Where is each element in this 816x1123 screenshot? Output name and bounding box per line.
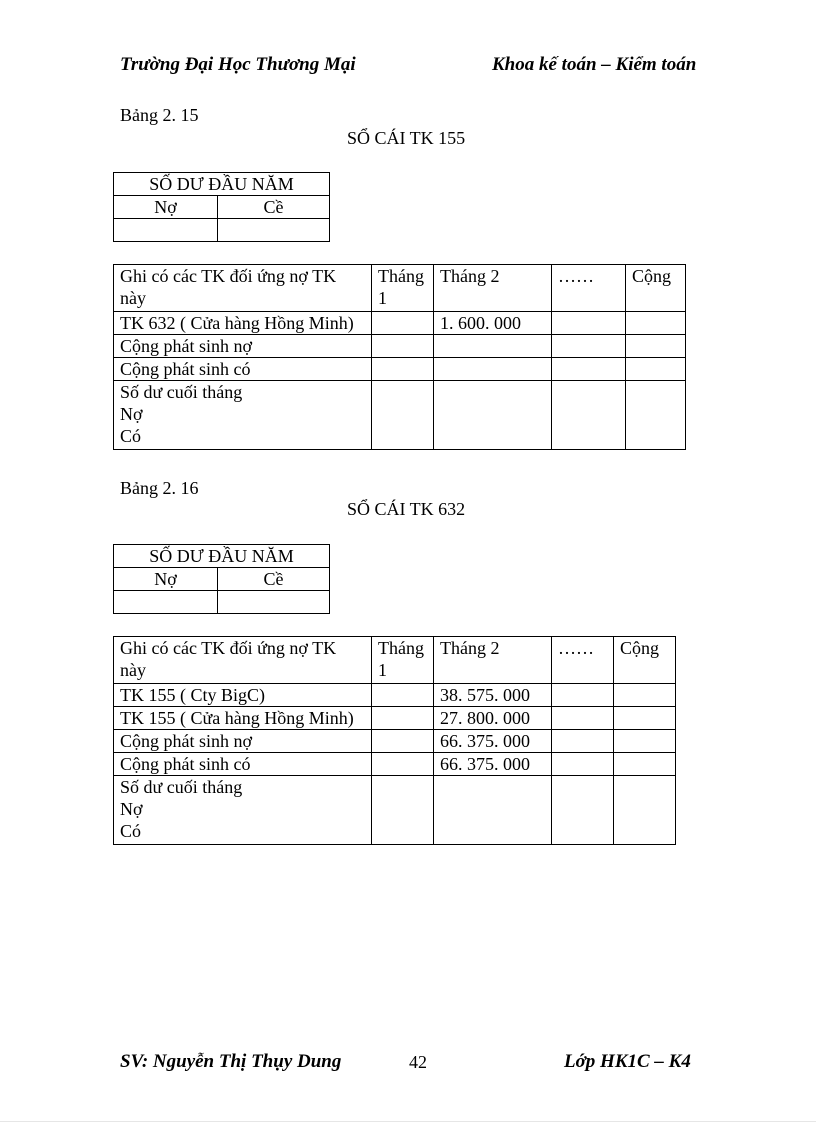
column-header: ……: [552, 265, 626, 312]
debit-value: [114, 591, 218, 614]
total-cell: [626, 358, 686, 381]
month2-cell: [434, 381, 552, 450]
page-number: 42: [409, 1052, 427, 1072]
opening-balance-title: SỐ DƯ ĐẦU NĂM: [114, 173, 330, 196]
other-months-cell: [552, 358, 626, 381]
month1-cell: [372, 730, 434, 753]
account-cell: Cộng phát sinh có: [114, 753, 372, 776]
account-cell: Cộng phát sinh có: [114, 358, 372, 381]
total-cell: [614, 684, 676, 707]
total-cell: [614, 753, 676, 776]
other-months-cell: [552, 730, 614, 753]
ledger-title: SỔ CÁI TK 632: [347, 499, 466, 519]
table-row: [114, 335, 686, 358]
month1-cell: [372, 312, 434, 335]
table-row: [114, 312, 686, 335]
table-row: [114, 753, 676, 776]
page-bottom-edge: [0, 1121, 816, 1122]
closing-balance-cell: [114, 381, 372, 450]
total-cell: [614, 776, 676, 845]
month2-cell: 66. 375. 000: [434, 730, 552, 753]
account-cell: Cộng phát sinh nợ: [114, 730, 372, 753]
month1-cell: [372, 358, 434, 381]
total-cell: [626, 312, 686, 335]
month1-cell: [372, 381, 434, 450]
ledger-table: [113, 636, 676, 845]
table-row: [114, 358, 686, 381]
column-header: Tháng 2: [434, 265, 552, 312]
month2-cell: [434, 776, 552, 845]
account-cell: Cộng phát sinh nợ: [114, 335, 372, 358]
column-header: Ghi có các TK đối ứng nợ TK này: [114, 265, 372, 312]
other-months-cell: [552, 707, 614, 730]
opening-balance-table: [113, 544, 330, 614]
column-header: Cộng: [626, 265, 686, 312]
opening-balance-title: SỐ DƯ ĐẦU NĂM: [114, 545, 330, 568]
month2-cell: 66. 375. 000: [434, 753, 552, 776]
credit-header: Cề: [218, 196, 330, 219]
month1-cell: [372, 684, 434, 707]
footer-student: SV: Nguyễn Thị Thụy Dung: [120, 1051, 342, 1072]
closing-balance-row: [114, 381, 686, 450]
closing-debit-label: Nợ: [120, 404, 143, 424]
opening-balance-table: [113, 172, 330, 242]
account-cell: TK 155 ( Cty BigC): [114, 684, 372, 707]
month1-cell: [372, 753, 434, 776]
other-months-cell: [552, 335, 626, 358]
account-cell: TK 632 ( Cửa hàng Hồng Minh): [114, 312, 372, 335]
month1-cell: [372, 776, 434, 845]
column-header: Tháng 1: [372, 265, 434, 312]
header-school: Trường Đại Học Thương Mại: [120, 54, 356, 75]
month2-cell: [434, 358, 552, 381]
credit-header: Cề: [218, 568, 330, 591]
month2-cell: 1. 600. 000: [434, 312, 552, 335]
closing-debit-label: Nợ: [120, 799, 143, 819]
column-header: Cộng: [614, 637, 676, 684]
credit-value: [218, 219, 330, 242]
total-cell: [626, 381, 686, 450]
credit-value: [218, 591, 330, 614]
closing-credit-label: Có: [120, 821, 142, 841]
total-cell: [626, 335, 686, 358]
table-label: Bảng 2. 15: [120, 105, 199, 125]
table-row: [114, 707, 676, 730]
month2-cell: 38. 575. 000: [434, 684, 552, 707]
table-label: Bảng 2. 16: [120, 478, 199, 498]
table-header-row: [114, 265, 686, 312]
other-months-cell: [552, 753, 614, 776]
total-cell: [614, 707, 676, 730]
month1-cell: [372, 707, 434, 730]
closing-balance-row: [114, 776, 676, 845]
table-row: [114, 730, 676, 753]
table-row: [114, 684, 676, 707]
closing-balance-cell: [114, 776, 372, 845]
closing-balance-label: Số dư cuối tháng: [120, 382, 243, 402]
column-header: Ghi có các TK đối ứng nợ TK này: [114, 637, 372, 684]
column-header: ……: [552, 637, 614, 684]
debit-header: Nợ: [114, 196, 218, 219]
ledger-table: [113, 264, 686, 450]
total-cell: [614, 730, 676, 753]
other-months-cell: [552, 381, 626, 450]
other-months-cell: [552, 312, 626, 335]
column-header: Tháng 2: [434, 637, 552, 684]
debit-header: Nợ: [114, 568, 218, 591]
month2-cell: [434, 335, 552, 358]
header-department: Khoa kế toán – Kiểm toán: [492, 54, 697, 75]
table-header-row: [114, 637, 676, 684]
column-header: Tháng 1: [372, 637, 434, 684]
closing-balance-label: Số dư cuối tháng: [120, 777, 243, 797]
footer-class: Lớp HK1C – K4: [564, 1051, 691, 1072]
other-months-cell: [552, 776, 614, 845]
account-cell: TK 155 ( Cửa hàng Hồng Minh): [114, 707, 372, 730]
debit-value: [114, 219, 218, 242]
closing-credit-label: Có: [120, 426, 142, 446]
other-months-cell: [552, 684, 614, 707]
month1-cell: [372, 335, 434, 358]
ledger-title: SỔ CÁI TK 155: [347, 128, 466, 148]
month2-cell: 27. 800. 000: [434, 707, 552, 730]
